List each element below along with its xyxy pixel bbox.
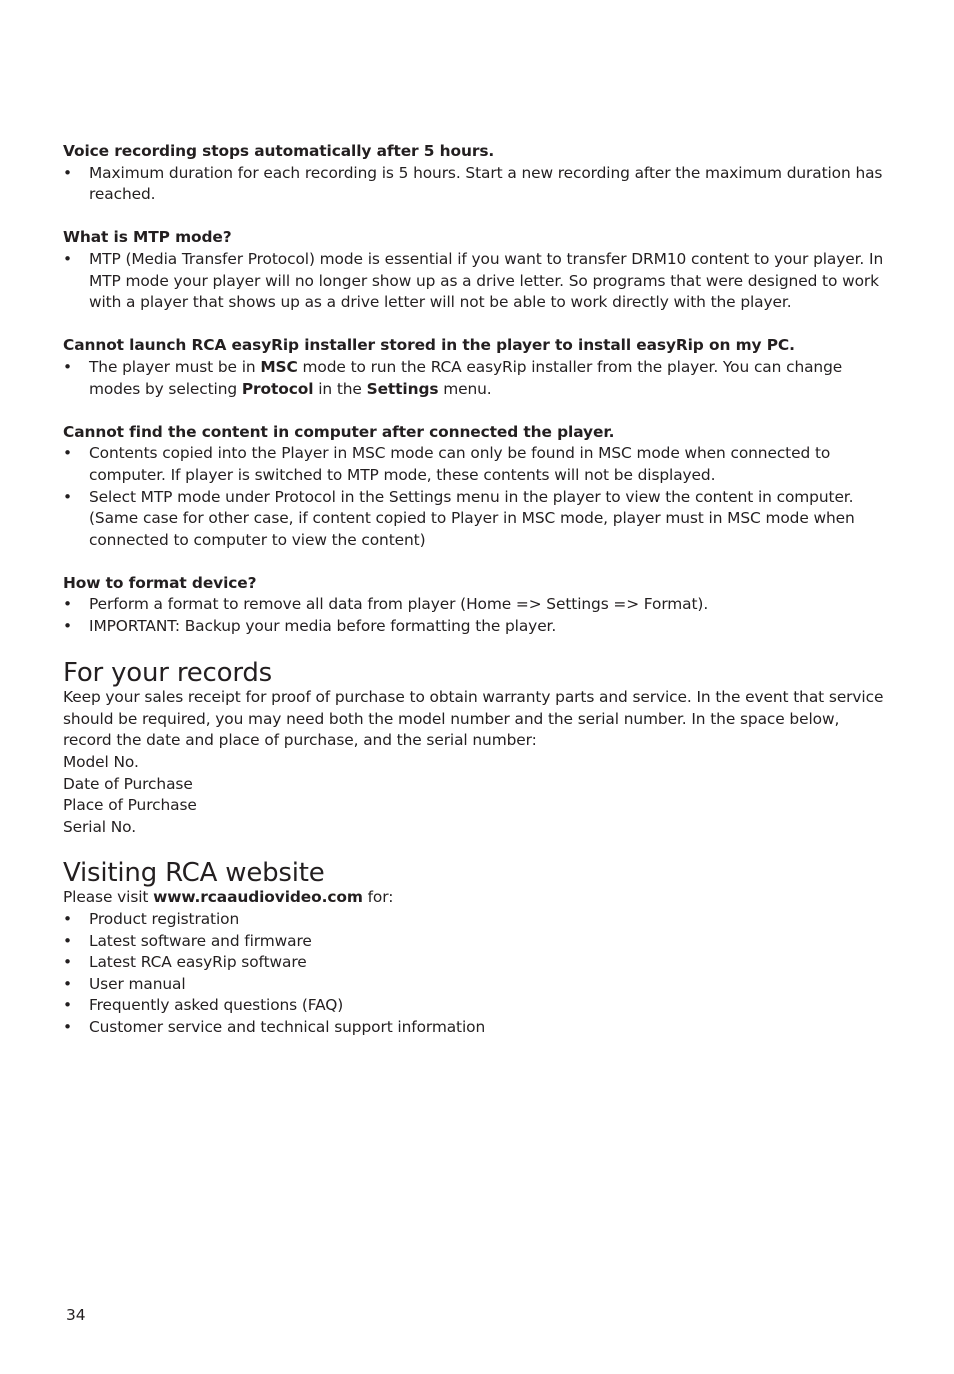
answer-text: Perform a format to remove all data from player (Home => Settings => Format). (89, 595, 709, 614)
answer-text: Contents copied into the Player in MSC mode can only be found in MSC mode when connected to computer. If player is switched to MTP mode, these contents will not be displayed. (89, 444, 831, 484)
answer-text: Select MTP mode under Protocol in the Settings menu in the player to view the content in computer. (Same case for other case, if content copied to Player in MSC mode, player must in MSC mode when connected to computer to view the content) (89, 487, 855, 549)
website-intro-prefix: Please visit (63, 888, 154, 907)
faq-answer-list (63, 163, 885, 206)
faq-list (63, 141, 885, 638)
answer-emphasis: Settings (366, 379, 439, 398)
faq-answer-list (63, 249, 885, 314)
website-intro (63, 887, 885, 909)
website-item (63, 1017, 885, 1039)
website-item (63, 952, 885, 974)
website-section (63, 859, 885, 1038)
faq-question: Cannot find the content in computer after connected the player. (63, 422, 615, 441)
faq-item (63, 227, 885, 313)
website-item-text: Latest software and firmware (89, 931, 312, 950)
bullet-icon: • (63, 444, 72, 463)
website-item-text: Product registration (89, 910, 240, 928)
faq-item (63, 422, 885, 552)
faq-answer (63, 357, 885, 400)
records-field-label: Date of Purchase (63, 774, 193, 793)
website-intro-suffix: for: (362, 888, 394, 907)
answer-text: in the (313, 379, 367, 398)
page-number: 34 (66, 1306, 86, 1324)
faq-answer (63, 163, 885, 206)
records-field-label: Serial No. (63, 817, 136, 836)
bullet-icon: • (63, 974, 72, 993)
bullet-icon: • (63, 1017, 72, 1036)
faq-question: How to format device? (63, 573, 257, 592)
faq-answer-list (63, 443, 885, 551)
bullet-icon: • (63, 487, 72, 506)
faq-answer (63, 443, 885, 486)
answer-emphasis: Protocol (241, 379, 314, 398)
records-fields (63, 752, 885, 838)
answer-text: The player must be in (89, 357, 261, 376)
records-field-label: Place of Purchase (63, 796, 197, 815)
answer-text: MTP (Media Transfer Protocol) mode is essential if you want to transfer DRM10 content to your player. In MTP mode your player will no longer show up as a drive letter. So programs that were designed to work with a player that shows up as a drive letter will not be able to work directly with the player. (89, 249, 884, 312)
records-field-label: Model No. (63, 753, 139, 772)
website-url: www.rcaaudiovideo.com (153, 888, 363, 907)
faq-answer (63, 249, 885, 314)
bullet-icon: • (63, 249, 72, 268)
bullet-icon: • (63, 163, 72, 182)
faq-question: What is MTP mode? (63, 228, 232, 247)
faq-answer (63, 594, 885, 616)
answer-text: Maximum duration for each recording is 5 hours. Start a new recording after the maximum duration has reached. (89, 163, 883, 204)
website-item (63, 931, 885, 953)
answer-text: menu. (438, 379, 492, 398)
faq-item (63, 573, 885, 638)
website-item-text: Frequently asked questions (FAQ) (89, 996, 344, 1015)
records-section (63, 659, 885, 838)
faq-item (63, 141, 885, 206)
bullet-icon: • (63, 617, 72, 636)
faq-answer-list (63, 594, 885, 637)
answer-text: mode to run the RCA easyRip installer from the player. You can change modes by selecting (89, 357, 843, 398)
bullet-icon: • (63, 595, 72, 614)
bullet-icon: • (63, 953, 72, 972)
page-content (63, 141, 885, 1039)
faq-answer (63, 487, 885, 552)
records-heading: For your records (63, 658, 273, 689)
faq-question: Cannot launch RCA easyRip installer stored in the player to install easyRip on my PC. (63, 336, 795, 355)
website-item-text: Customer service and technical support information (89, 1017, 486, 1036)
bullet-icon: • (63, 931, 72, 950)
website-item-text: User manual (89, 974, 186, 993)
faq-item (63, 335, 885, 400)
bullet-icon: • (63, 910, 72, 928)
website-item (63, 909, 885, 931)
faq-answer (63, 616, 885, 638)
website-item-text: Latest RCA easyRip software (89, 953, 307, 972)
bullet-icon: • (63, 357, 72, 376)
faq-question: Voice recording stops automatically after 5 hours. (63, 142, 495, 160)
answer-emphasis: MSC (260, 357, 298, 376)
website-item (63, 995, 885, 1017)
records-intro: Keep your sales receipt for proof of purchase to obtain warranty parts and service. In the event that service should be required, you may need both the model number and the serial number. In the space below, record the date and place of purchase, and the serial number: (63, 688, 884, 750)
answer-text: IMPORTANT: Backup your media before formatting the player. (89, 617, 557, 636)
faq-answer-list (63, 357, 885, 400)
website-heading: Visiting RCA website (63, 858, 325, 889)
bullet-icon: • (63, 996, 72, 1015)
website-item (63, 974, 885, 996)
website-items-list (63, 909, 885, 1039)
